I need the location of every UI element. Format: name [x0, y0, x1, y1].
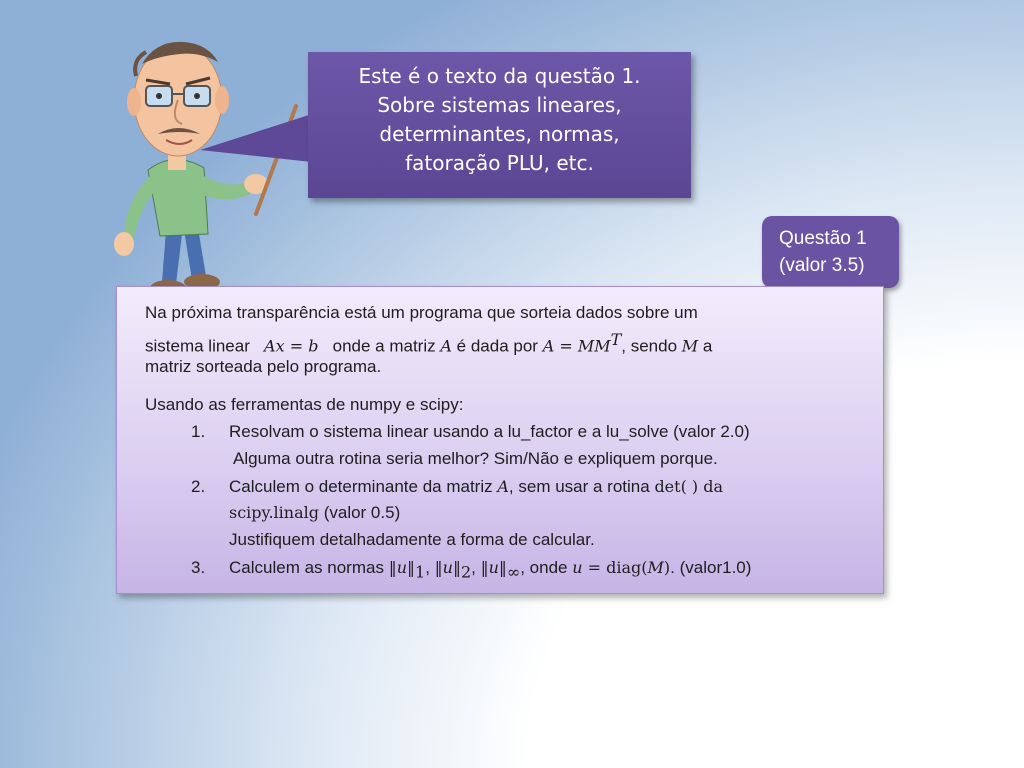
- text: é dada por: [456, 336, 538, 356]
- list-item: [191, 475, 723, 499]
- text: sistema linear: [145, 336, 250, 356]
- text: Alguma outra rotina seria melhor? Sim/Não e expliquem porque.: [233, 449, 718, 468]
- text: Resolvam o sistema linear usando a lu_factor e a lu_solve (valor 2.0): [229, 422, 750, 441]
- text: Justifiquem detalhadamente a forma de calcular.: [229, 530, 595, 549]
- bubble-line: Sobre sistemas lineares,: [377, 93, 622, 117]
- paragraph-line: [145, 355, 381, 379]
- bubble-line: determinantes, normas,: [379, 122, 620, 146]
- text: , sem usar a rotina: [508, 477, 650, 496]
- math-variable: M: [681, 336, 699, 356]
- subscript: ∞: [506, 562, 521, 582]
- list-number: 2.: [191, 477, 206, 496]
- norm-symbol: ‖u‖: [434, 558, 461, 577]
- paren: ): [663, 558, 671, 577]
- list-number: 1.: [191, 422, 206, 441]
- equation: u =: [572, 558, 607, 577]
- math-variable: A: [497, 477, 509, 496]
- paragraph-line: [145, 393, 463, 417]
- text: onde a matriz: [332, 336, 436, 356]
- text: . (valor1.0): [670, 558, 752, 577]
- equation: Ax = b: [264, 336, 319, 356]
- math-variable: A: [440, 336, 452, 356]
- equation: A = MM: [542, 336, 611, 356]
- bubble-line: Este é o texto da questão 1.: [358, 64, 641, 88]
- badge-title: Questão 1: [779, 228, 867, 249]
- function-name: diag(: [606, 558, 648, 577]
- speech-bubble-tail: [200, 108, 320, 168]
- list-item-continuation: [229, 501, 400, 525]
- text: , sendo: [621, 336, 678, 356]
- code-text: det( ) da: [654, 477, 724, 496]
- list-item-continuation: [233, 447, 718, 471]
- text: Calculem as normas: [229, 558, 384, 577]
- norm-symbol: ‖u‖: [480, 558, 507, 577]
- bubble-line: fatoração PLU, etc.: [405, 151, 594, 175]
- text: Usando as ferramentas de numpy e scipy:: [145, 395, 464, 414]
- superscript: T: [610, 330, 622, 349]
- math-variable: M: [647, 558, 664, 577]
- text: matriz sorteada pelo programa.: [145, 357, 382, 376]
- code-text: scipy.linalg: [229, 503, 319, 522]
- subscript: 2: [460, 562, 472, 582]
- text: (valor 0.5): [323, 503, 401, 522]
- text: a: [702, 336, 713, 356]
- speech-bubble: [308, 52, 691, 198]
- list-number: 3.: [191, 558, 206, 577]
- question-badge: [762, 216, 899, 288]
- subscript: 1: [415, 562, 426, 582]
- badge-value: (valor 3.5): [779, 255, 865, 276]
- norm-symbol: ‖u‖: [388, 558, 415, 577]
- question-content: [116, 286, 884, 594]
- text: , onde: [520, 558, 568, 577]
- list-item-continuation: [229, 528, 595, 552]
- paragraph-line: [145, 301, 698, 325]
- text: Calculem o determinante da matriz: [229, 477, 493, 496]
- text: Na próxima transparência está um programa que sorteia dados sobre um: [145, 303, 698, 322]
- list-item: [191, 420, 750, 444]
- list-item: 3. Calculem as normas $‖u‖_1$, $‖u‖_2$, $‖u‖_\infty$, onde u = diag(M). (valor1.0): [191, 558, 752, 582]
- professor-illustration: [96, 30, 336, 310]
